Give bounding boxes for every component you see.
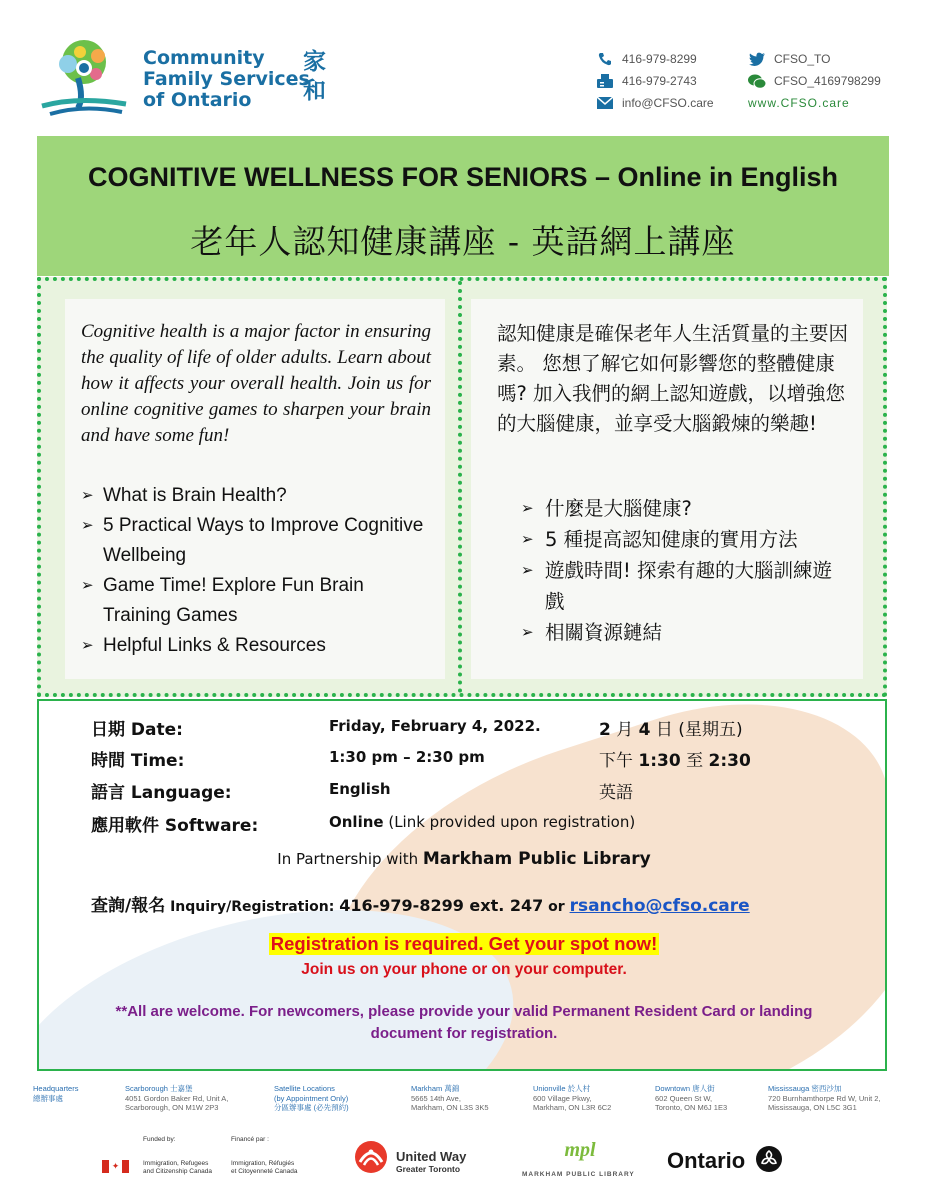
location-title: Scarborough 士嘉堡 [125, 1084, 193, 1093]
registration-required-line [39, 933, 887, 955]
time-row [39, 746, 887, 774]
inquiry-email-link[interactable]: rsancho@cfso.care [569, 896, 750, 916]
date-value-chinese [599, 715, 743, 740]
funders-bar [0, 1130, 927, 1190]
language-row [39, 778, 887, 806]
location-address: 600 Village Pkwy, Markham, ON L3R 6C2 [533, 1093, 612, 1112]
location-title: Markham 萬錦 [411, 1084, 460, 1093]
partnership-name: Markham Public Library [422, 849, 651, 869]
org-chinese-name [303, 48, 326, 106]
ircc-english: Immigration, Refugees and Citizenship Canada [143, 1160, 213, 1175]
english-topic-list [81, 481, 431, 661]
mpl-logo-text: mpl [564, 1139, 596, 1161]
canada-flag-icon: ✦ [102, 1160, 129, 1173]
chinese-topic-item: ➢ 什麼是大腦健康? [521, 493, 841, 524]
location-mississauga [768, 1084, 881, 1113]
chinese-description-panel [471, 299, 863, 679]
location-title: Satellite Locations (by Appointment Only) 分區辦事處 (必先預約) [274, 1084, 349, 1112]
welcome-note: **All are welcome. For newcomers, please provide your valid Permanent Resident Card or landing document for registration. [115, 1003, 813, 1042]
date-zh-month: 2 [599, 720, 611, 740]
date-label: 日期 Date: [91, 720, 183, 740]
location-address: 4051 Gordon Baker Rd, Unit A, Scarborough, ON M1W 2P3 [125, 1093, 229, 1112]
language-value: English [329, 780, 391, 798]
date-zh-month-char: 月 [610, 720, 639, 740]
english-description-panel [65, 299, 445, 679]
location-title: Headquarters 總辦事處 [33, 1084, 79, 1103]
english-paragraph: Cognitive health is a major factor in ensuring the quality of life of older adults. Learn about how it affects your overall health. Join us for online cognitive games to sharpen your brain and have some fun! [81, 321, 431, 446]
time-value-chinese [599, 746, 751, 771]
english-topic-item: ➢ Game Time! Explore Fun Brain Training Games [81, 571, 431, 631]
fax-number: 416-979-2743 [622, 74, 697, 88]
email-address[interactable]: info@CFSO.care [622, 96, 714, 110]
location-title: Unionville 於人村 [533, 1084, 591, 1093]
join-us-text: Join us on your phone or on your computer. [301, 961, 627, 978]
inquiry-line [91, 891, 750, 916]
time-value: 1:30 pm – 2:30 pm [329, 748, 485, 766]
phone-icon [596, 51, 614, 67]
cfso-logo-icon [38, 38, 130, 120]
contact-left [596, 48, 714, 114]
email-icon [596, 95, 614, 111]
panel-divider [458, 281, 462, 693]
twitter-handle[interactable]: CFSO_TO [774, 52, 831, 66]
chinese-topic-item: ➢ 相關資源鏈結 [521, 617, 841, 648]
english-topic-item: ➢ 5 Practical Ways to Improve Cognitive Wellbeing [81, 511, 431, 571]
ontario-trillium-icon [755, 1145, 783, 1173]
org-name-line1: Community [143, 47, 265, 69]
markham-library-logo-icon [555, 1136, 605, 1164]
software-value [329, 813, 635, 831]
location-satellite [274, 1084, 349, 1113]
chinese-paragraph: 認知健康是確保老年人生活質量的主要因素。 您想了解它如何影響您的整體健康嗎? 加入我們的網上認知遊戲，以增強您的大腦健康，並享受大腦鍛煉的樂趣! [497, 322, 849, 435]
fax-icon [596, 73, 614, 89]
description-section [37, 277, 887, 697]
united-way-name [396, 1150, 466, 1176]
twitter-icon [748, 51, 766, 67]
united-way-line1: United Way [396, 1149, 467, 1164]
partnership-line [39, 849, 887, 869]
language-label: 語言 Language: [91, 783, 232, 803]
chinese-topic-list [521, 493, 841, 648]
inquiry-text: Inquiry/Registration: [165, 899, 340, 915]
funded-by-label: Funded by: [143, 1136, 176, 1143]
location-headquarters [33, 1084, 78, 1103]
title-chinese: 老年人認知健康講座 - 英語網上講座 [190, 222, 736, 261]
org-name-line2: Family Services [143, 68, 310, 90]
united-way-line2: Greater Toronto [396, 1164, 461, 1174]
finance-par-label: Financé par : [231, 1136, 269, 1143]
software-online: Online [329, 813, 384, 831]
org-name-line3: of Ontario [143, 89, 252, 111]
org-chinese-2: 和 [303, 78, 326, 104]
time-label: 時間 Time: [91, 751, 185, 771]
chinese-topic-item: ➢ 5 種提高認知健康的實用方法 [521, 524, 841, 555]
contact-right [748, 48, 881, 114]
registration-required-text: Registration is required. Get your spot now! [270, 933, 658, 954]
ircc-french: Immigration, Réfugiés et Citoyenneté Canada [231, 1160, 298, 1175]
software-note: (Link provided upon registration) [383, 813, 636, 831]
time-zh-pm: 下午 [599, 751, 639, 771]
chinese-topic-item: ➢ 遊戲時間! 探索有趣的大腦訓練遊戲 [521, 555, 841, 617]
title-english: COGNITIVE WELLNESS FOR SENIORS – Online in English [87, 162, 839, 192]
location-title: Downtown 唐人街 [655, 1084, 715, 1093]
inquiry-phone[interactable]: 416-979-8299 ext. 247 [339, 896, 544, 915]
software-label: 應用軟件 Software: [91, 816, 259, 836]
date-value: Friday, February 4, 2022. [329, 717, 541, 735]
website-link[interactable]: www.CFSO.care [748, 96, 850, 110]
title-band [37, 136, 889, 276]
date-zh-day: 4 [638, 720, 651, 740]
partnership-prefix: In Partnership with [277, 850, 423, 868]
date-zh-weekday: 日 (星期五) [650, 720, 743, 740]
header [0, 0, 927, 135]
time-zh-to: 至 [680, 751, 709, 771]
software-row [39, 811, 887, 839]
location-scarborough [125, 1084, 228, 1113]
ontario-wordmark: Ontario [667, 1148, 746, 1173]
wechat-icon [748, 73, 766, 89]
location-address: 720 Burnhamthorpe Rd W, Unit 2, Mississauga, ON L5C 3G1 [768, 1093, 881, 1112]
location-address: 5665 14th Ave, Markham, ON L3S 3K5 [411, 1093, 489, 1112]
footer-locations [33, 1084, 913, 1126]
location-address: 602 Queen St W, Toronto, ON M6J 1E3 [655, 1093, 728, 1112]
inquiry-label: 查詢/報名 [91, 896, 166, 916]
location-downtown [655, 1084, 727, 1113]
event-details [37, 699, 887, 1071]
wechat-id: CFSO_4169798299 [774, 74, 881, 88]
date-row [39, 715, 887, 743]
location-unionville [533, 1084, 611, 1113]
org-name [143, 48, 310, 111]
org-chinese-1: 家 [303, 49, 326, 75]
time-zh-end: 2:30 [708, 751, 751, 771]
time-zh-start: 1:30 [638, 751, 681, 771]
location-markham [411, 1084, 489, 1113]
markham-library-name: MARKHAM PUBLIC LIBRARY [522, 1171, 635, 1178]
inquiry-or: or [543, 899, 570, 915]
united-way-icon [354, 1140, 388, 1174]
location-title: Mississauga 密西沙加 [768, 1084, 842, 1093]
english-topic-item: ➢ What is Brain Health? [81, 481, 431, 511]
english-topic-item: ➢ Helpful Links & Resources [81, 631, 431, 661]
language-value-chinese: 英語 [599, 783, 633, 803]
phone-number[interactable]: 416-979-8299 [622, 52, 697, 66]
